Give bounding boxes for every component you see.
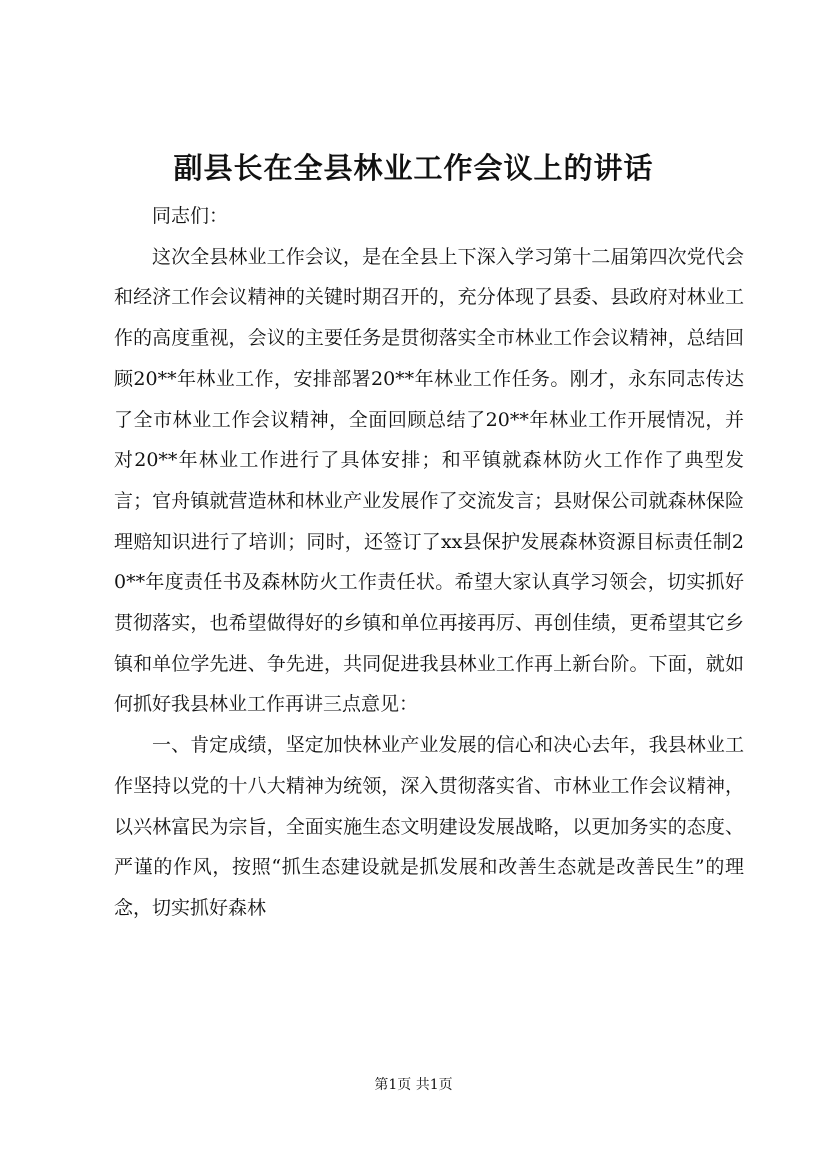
document-title: 副县长在全县林业工作会议上的讲话	[173, 151, 654, 185]
page-footer: 第1页 共1页	[374, 1077, 453, 1093]
salutation-paragraph: 同志们：	[152, 205, 229, 227]
body-paragraph-intro: 这次全县林业工作会议，是在全县上下深入学习第十二届第四次党代会和经济工作会议精神的关键时期召开的，充分体现了县委、县政府对林业工作的高度重视，会议的主要任务是贯彻落实全市林业工作会议精神，总结回顾20**年林业工作，安排部署20**年林业工作任务。刚才，永东同志传达了全市林业工作会议精神，全面回顾总结了20**年林业工作开展情况，并对20**年林业工作进行了具体安排；和平镇就森林防火工作作了典型发言；官舟镇就营造林和林业产业发展作了交流发言；县财保公司就森林保险理赔知识进行了培训；同时，还签订了xx县保护发展森林资源目标责任制20**年度责任书及森林防火工作责任状。希望大家认真学习领会，切实抓好贯彻落实，也希望做得好的乡镇和单位再接再厉、再创佳绩，更希望其它乡镇和单位学先进、争先进，共同促进我县林业工作再上新台阶。下面，就如何抓好我县林业工作再讲三点意见：	[114, 245, 744, 716]
body-paragraph-section-one: 一、肯定成绩，坚定加快林业产业发展的信心和决心去年，我县林业工作坚持以党的十八大精神为统领，深入贯彻落实省、市林业工作会议精神，以兴林富民为宗旨，全面实施生态文明建设发展战略，以更加务实的态度、严谨的作风，按照“抓生态建设就是抓发展和改善生态就是改善民生”的理念，切实抓好森林	[114, 734, 744, 919]
document-body	[114, 196, 744, 929]
